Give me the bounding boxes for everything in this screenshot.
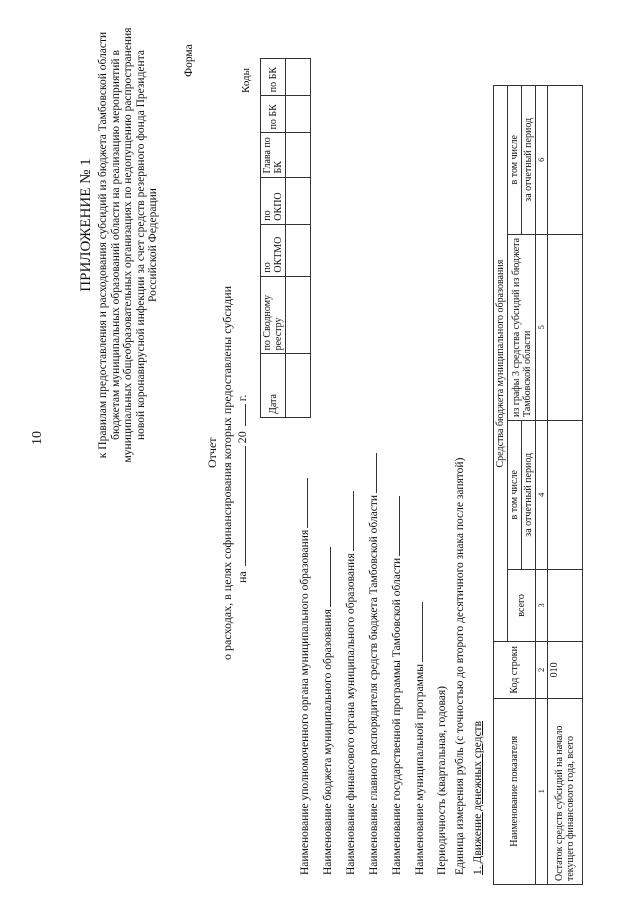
- codes-label: по ОКПО: [261, 177, 286, 224]
- codes-table: [260, 58, 311, 418]
- field-input[interactable]: [297, 478, 308, 528]
- report-date: [235, 395, 250, 583]
- row-code: 010: [548, 642, 583, 698]
- field-input[interactable]: [343, 491, 354, 551]
- row-cell-subsidy[interactable]: [548, 234, 583, 420]
- field-label: Наименование бюджета муниципального образования: [322, 609, 334, 875]
- codes-label: по БК: [261, 96, 286, 133]
- unit-of-measure: Единица измерения рубль (с точностью до второго десятичного знака после запятой): [454, 457, 466, 875]
- codes-value[interactable]: [286, 224, 311, 276]
- field-authorized-body: [297, 478, 311, 875]
- report-date-prefix: на: [235, 571, 249, 583]
- header-total: всего: [508, 569, 536, 642]
- periodicity: Периодичность (квартальная, годовая): [436, 686, 448, 875]
- column-number: 4: [536, 421, 548, 570]
- header-reporting-period-2: за отчетный период: [522, 86, 536, 235]
- report-date-year: 20: [235, 431, 249, 444]
- header-subsidy-from: из графы 3 средства субсидий из бюджета Тамбовской области: [508, 234, 536, 420]
- field-municipal-program: [412, 602, 426, 875]
- codes-row: [261, 59, 286, 418]
- field-label: Наименование уполномоченного органа муниципального образования: [299, 529, 311, 875]
- column-number: 2: [536, 642, 548, 698]
- column-number: 6: [536, 86, 548, 235]
- codes-value[interactable]: [286, 133, 311, 177]
- codes-value[interactable]: [286, 177, 311, 224]
- table-column-numbers: [536, 86, 548, 885]
- field-label: Наименование муниципальной программы: [414, 664, 426, 875]
- header-including-1: в том числе: [508, 421, 522, 570]
- codes-label: по Сводному реестру: [261, 276, 286, 354]
- header-municipal-funds: Средства бюджета муниципального образования: [494, 86, 508, 642]
- column-number: 5: [536, 234, 548, 420]
- row-cell-total[interactable]: [548, 569, 583, 642]
- codes-label: Глава по БК: [261, 133, 286, 177]
- codes-header-label: Коды: [240, 68, 252, 93]
- column-number: 1: [536, 698, 548, 884]
- row-cell-period-2[interactable]: [548, 86, 583, 235]
- field-finance-body: [343, 491, 357, 875]
- field-label: Наименование финансового органа муниципального образования: [345, 553, 357, 875]
- table-header-row: [494, 86, 508, 885]
- header-indicator-name: Наименование показателя: [494, 698, 536, 884]
- header-row-code: Код строки: [494, 642, 536, 698]
- appendix-title: ПРИЛОЖЕНИЕ № 1: [78, 158, 94, 292]
- form-label: Форма: [183, 44, 195, 77]
- header-including-2: в том числе: [508, 86, 522, 235]
- codes-block: [236, 58, 332, 418]
- codes-label: Дата: [261, 354, 286, 418]
- codes-value[interactable]: [286, 354, 311, 418]
- column-number: 3: [536, 569, 548, 642]
- codes-value[interactable]: [286, 59, 311, 96]
- report-subtitle: о расходах, в целях софинансирования которых предоставлены субсидии: [220, 285, 234, 660]
- row-indicator-name: Остаток средств субсидий на начало текущего финансового года, всего: [548, 698, 583, 884]
- codes-label: по ОКТМО: [261, 224, 286, 276]
- report-date-day-field[interactable]: [235, 446, 246, 566]
- codes-label: по БК: [261, 59, 286, 96]
- report-date-suffix: г.: [235, 394, 249, 402]
- field-main-manager: [366, 453, 380, 875]
- field-budget-name: [320, 547, 334, 875]
- codes-header: [236, 58, 260, 418]
- field-label: Наименование государственной программы Тамбовской области: [391, 557, 403, 875]
- codes-row: [286, 59, 311, 418]
- page-number: 10: [30, 431, 45, 445]
- report-title: Отчет: [205, 437, 219, 468]
- header-reporting-period-1: за отчетный период: [522, 421, 536, 570]
- row-cell-period-1[interactable]: [548, 421, 583, 570]
- cash-flow-table: [493, 85, 583, 885]
- section-title: 1. Движение денежных средств: [472, 721, 484, 875]
- field-input[interactable]: [320, 547, 331, 607]
- table-row: [548, 86, 583, 885]
- field-label: Наименование главного распорядителя средств бюджета Тамбовской области: [368, 494, 380, 875]
- codes-value[interactable]: [286, 276, 311, 354]
- field-state-program: [389, 496, 403, 875]
- field-input[interactable]: [412, 602, 423, 662]
- field-input[interactable]: [389, 496, 400, 556]
- field-input[interactable]: [366, 453, 377, 493]
- codes-value[interactable]: [286, 96, 311, 133]
- appendix-body: к Правилам предоставления и расходования субсидий из бюджета Тамбовской области бюджетам муниципальных образований области на реализацию мероприятий в муниципальных общеобразовательных организациях по недопущению распространения новой коронавирусной инфекции за счет средств резервного фонда Президента Российской Федерации: [97, 27, 159, 463]
